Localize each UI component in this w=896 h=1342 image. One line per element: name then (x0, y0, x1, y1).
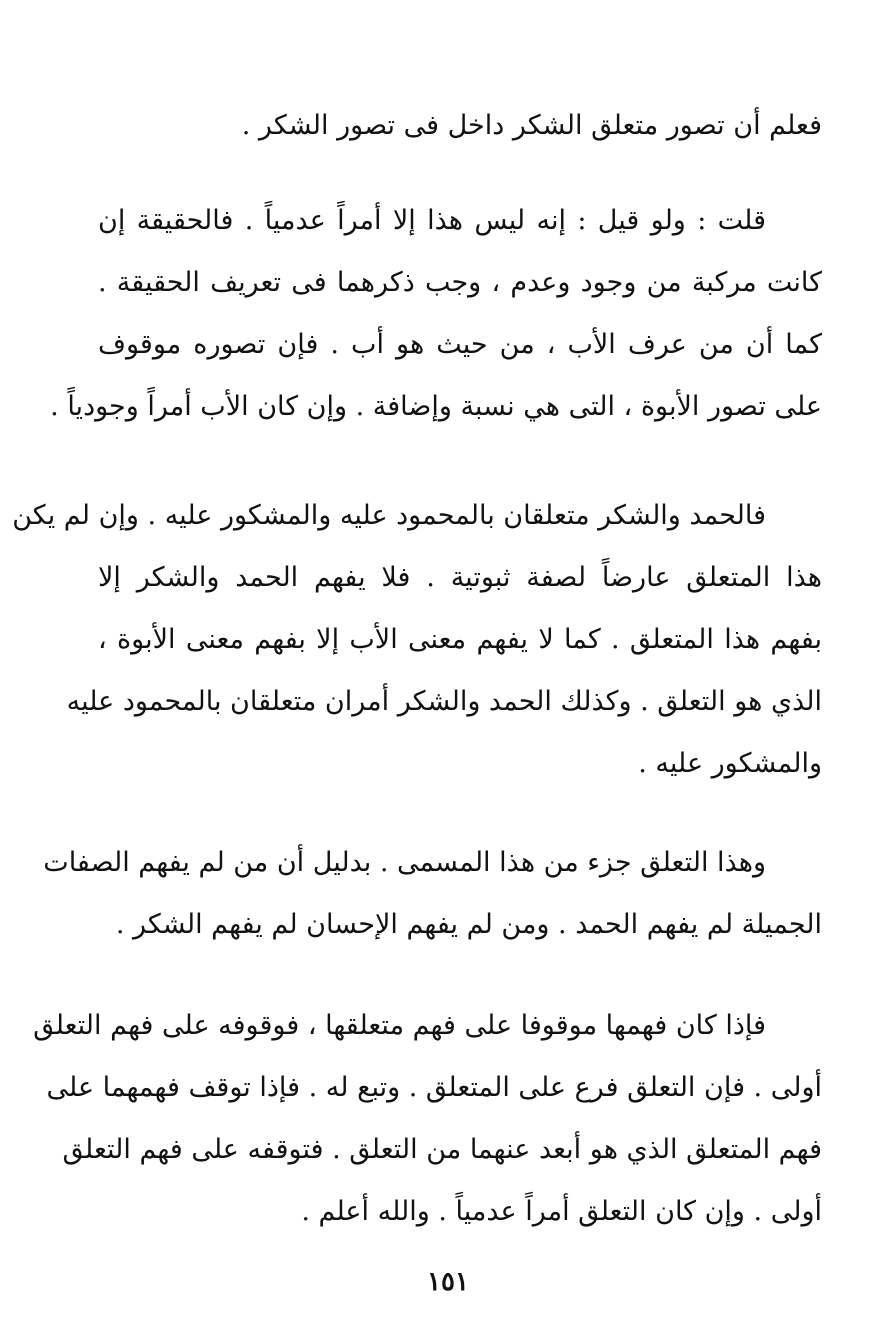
paragraph-5 (33, 995, 822, 1243)
text-line: كما أن من عرف الأب ، من حيث هو أب . فإن تصوره موقوف (98, 329, 822, 360)
text-line: كانت مركبة من وجود وعدم ، وجب ذكرهما فى تعريف الحقيقة . (98, 267, 822, 298)
page-number: ١٥١ (427, 1267, 469, 1297)
text-line: وهذا التعلق جزء من هذا المسمى . بدليل أن من لم يفهم الصفات (43, 847, 766, 878)
text-line: أولى . وإن كان التعلق أمراً عدمياً . والله أعلم . (301, 1196, 822, 1227)
text-line: الجميلة لم يفهم الحمد . ومن لم يفهم الإحسان لم يفهم الشكر . (115, 909, 822, 940)
text-line: الذي هو التعلق . وكذلك الحمد والشكر أمران متعلقان بالمحمود عليه (66, 686, 822, 717)
paragraph-2 (50, 190, 822, 438)
text-line: فإذا كان فهمها موقوفا على فهم متعلقها ، فوقوفه على فهم التعلق (33, 1010, 766, 1041)
text-line: والمشكور عليه . (638, 748, 822, 779)
paragraph-4 (43, 832, 822, 956)
paragraph-1 (98, 95, 822, 157)
text-line: قلت : ولو قيل : إنه ليس هذا إلا أمراً عدمياً . فالحقيقة إن (98, 205, 766, 236)
text-line: فهم المتعلق الذي هو أبعد عنهما من التعلق . فتوقفه على فهم التعلق (62, 1134, 822, 1165)
paragraph-3 (12, 485, 822, 795)
text-line: على تصور الأبوة ، التى هي نسبة وإضافة . وإن كان الأب أمراً وجودياً . (50, 391, 822, 422)
text-line: أولى . فإن التعلق فرع على المتعلق . وتبع له . فإذا توقف فهمهما على (46, 1072, 822, 1103)
text-line: فعلم أن تصور متعلق الشكر داخل فى تصور الشكر . (241, 110, 822, 141)
text-line: بفهم هذا المتعلق . كما لا يفهم معنى الأب إلا بفهم معنى الأبوة ، (98, 624, 822, 655)
text-line: هذا المتعلق عارضاً لصفة ثبوتية . فلا يفهم الحمد والشكر إلا (98, 562, 822, 593)
text-line: فالحمد والشكر متعلقان بالمحمود عليه والمشكور عليه . وإن لم يكن (12, 500, 766, 531)
